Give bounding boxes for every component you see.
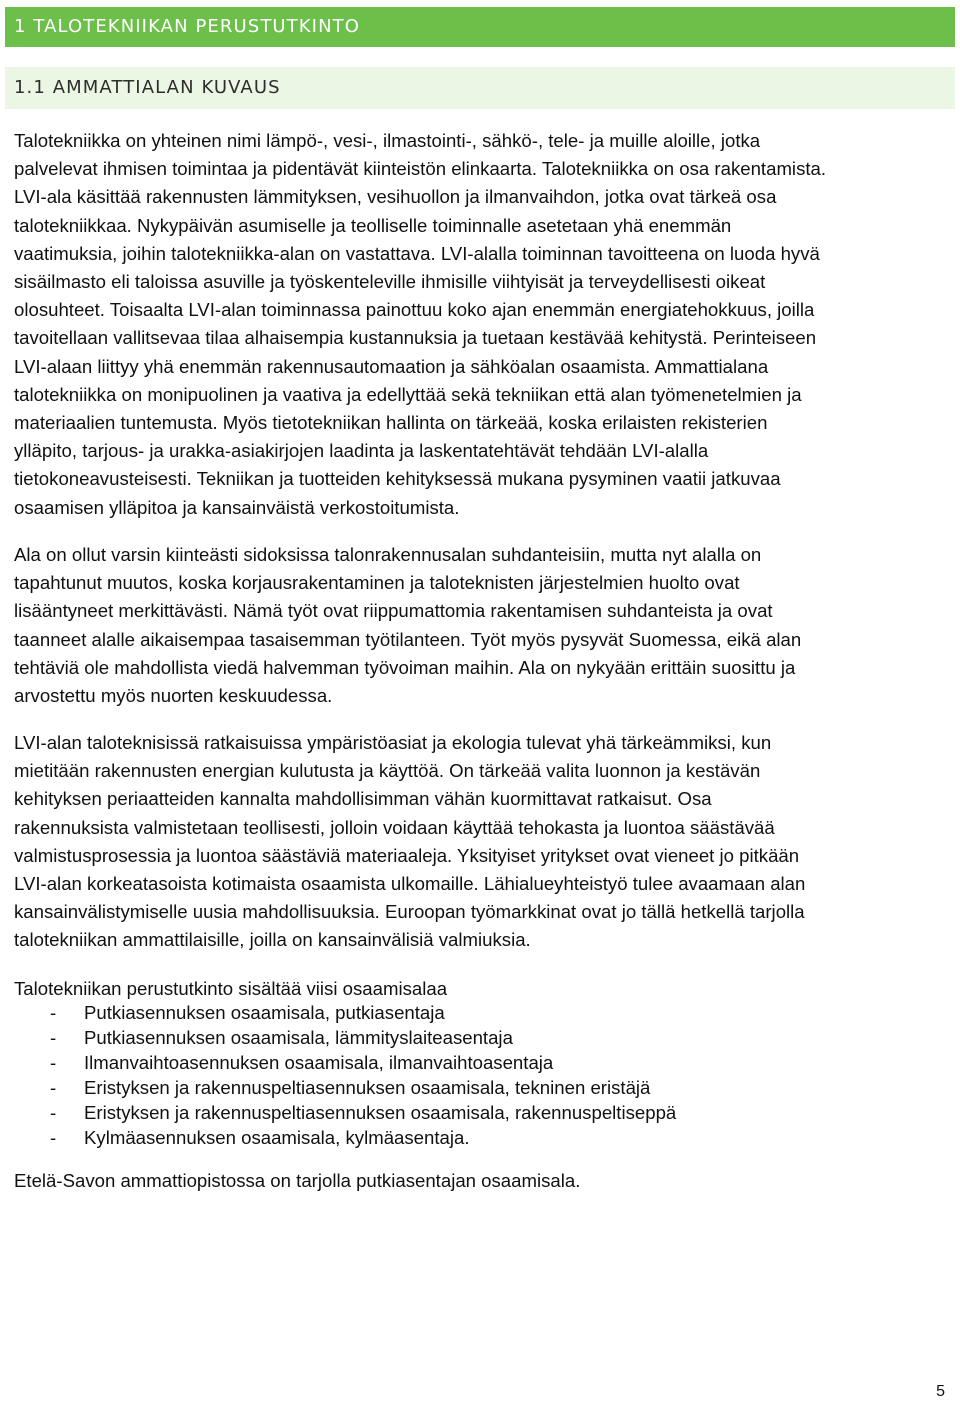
- list-dash: -: [50, 1027, 57, 1048]
- list-item: [50, 1050, 676, 1075]
- list-item: [50, 1100, 676, 1125]
- paragraph-line: materiaalien tuntemusta. Myös tietotekniikan hallinta on tärkeää, koska erilaisten rekisterien: [14, 412, 768, 434]
- list-item-label: Putkiasennuksen osaamisala, lämmityslaiteasentaja: [84, 1027, 513, 1048]
- list-item: [50, 1075, 676, 1100]
- paragraph-line: taanneet alalle aikaisempaa tasaisemman työtilanteen. Työt myös pysyvät Suomessa, eikä alan: [14, 628, 802, 650]
- paragraph-line: osaamisen ylläpitoa ja kansainväistä verkostoitumista.: [14, 496, 460, 518]
- list-intro: Talotekniikan perustutkinto sisältää viisi osaamisalaa: [14, 978, 448, 999]
- list-item-label: Eristyksen ja rakennuspeltiasennuksen osaamisala, tekninen eristäjä: [84, 1077, 651, 1098]
- paragraph-line: sisäilmasto eli taloissa asuville ja työskenteleville ihmisille viihtyisät ja terveydellisesti oikeat: [14, 271, 766, 293]
- list-dash: -: [50, 1102, 57, 1123]
- paragraph-line: Talotekniikka on yhteinen nimi lämpö-, vesi-, ilmastointi-, sähkö-, tele- ja muille aloille, jotka: [14, 130, 761, 151]
- paragraph-line: vaatimuksia, joihin talotekniikka-alan on vastattava. LVI-alalla toiminnan tavoitteena on luoda hyvä: [14, 242, 820, 264]
- list-item-label: Ilmanvaihtoasennuksen osaamisala, ilmanvaihtoasentaja: [84, 1052, 554, 1073]
- list-item-label: Putkiasennuksen osaamisala, putkiasentaja: [84, 1002, 445, 1023]
- paragraph-line: tietokoneavusteisesti. Tekniikan ja tuotteiden kehityksessä mukana pysyminen vaatii jatkuvaa: [14, 468, 781, 490]
- paragraph-line: talotekniikkaa. Nykypäivän asumiselle ja teolliselle toiminnalle asetetaan yhä enemmän: [14, 214, 732, 236]
- list-dash: -: [50, 1077, 57, 1098]
- paragraph-line: mietitään rakennusten energian kulutusta ja käyttöä. On tärkeää valita luonnon ja kestävän: [14, 760, 761, 782]
- paragraph-line: tapahtunut muutos, koska korjausrakentaminen ja taloteknisten järjestelmien huolto ovat: [14, 572, 740, 594]
- paragraph-line: ylläpito, tarjous- ja urakka-asiakirjojen laadinta ja laskentatehtävät tehdään LVI-alalla: [14, 440, 709, 462]
- page-number: 5: [936, 1383, 945, 1400]
- list-dash: -: [50, 1052, 57, 1073]
- paragraph-line: palvelevat ihmisen toimintaa ja pidentävät kiinteistön elinkaarta. Talotekniikka on osa rakentamista.: [14, 158, 827, 180]
- paragraph-line: rakennuksista valmistetaan teollisesti, jolloin voidaan käyttää tehokasta ja luontoa säästävää: [14, 816, 775, 838]
- list-item: [50, 1000, 676, 1025]
- paragraph-line: arvostettu myös nuorten keskuudessa.: [14, 685, 333, 707]
- list-dash: -: [50, 1002, 57, 1023]
- paragraph-employment: [14, 541, 950, 710]
- paragraph-line: kansainvälistymiselle uusia mahdollisuuksia. Euroopan työmarkkinat ovat jo tällä hetkellä tarjolla: [14, 901, 805, 923]
- paragraph-line: tehtäviä ole mahdollista viedä halvemman työvoiman maihin. Ala on nykyään erittäin suosittu ja: [14, 656, 796, 678]
- paragraph-line: tavoitellaan vallitsevaa tilaa alhaisempia kustannuksia ja tuetaan kestävää kehitystä. Perinteiseen: [14, 327, 817, 349]
- paragraph-line: talotekniikan ammattilaisille, joilla on kansainvälisiä valmiuksia.: [14, 929, 531, 951]
- list-item-label: Eristyksen ja rakennuspeltiasennuksen osaamisala, rakennuspeltiseppä: [84, 1102, 677, 1123]
- list-item: [50, 1125, 676, 1150]
- list-item-label: Kylmäasennuksen osaamisala, kylmäasentaja.: [84, 1127, 470, 1148]
- paragraph-line: valmistusprosessia ja luontoa säästäviä materiaaleja. Yksityiset yritykset ovat vieneet jo pitkään: [14, 844, 800, 866]
- chapter-heading: 1 TALOTEKNIIKAN PERUSTUTKINTO: [5, 7, 955, 47]
- paragraph-line: lisääntyneet merkittävästi. Nämä työt ovat riippumattomia rakentamisen suhdanteista ja ovat: [14, 600, 773, 622]
- paragraph-line: Ala on ollut varsin kiinteästi sidoksissa talonrakennusalan suhdanteisiin, mutta nyt alalla on: [14, 544, 762, 565]
- section-heading: 1.1 AMMATTIALAN KUVAUS: [5, 67, 955, 109]
- paragraph-line: LVI-alan taloteknisissä ratkaisuissa ympäristöasiat ja ekologia tulevat yhä tärkeämmiksi, kun: [14, 732, 772, 753]
- paragraph-line: LVI-ala käsittää rakennusten lämmityksen, vesihuollon ja ilmanvaihdon, jotka ovat tärkeä osa: [14, 186, 777, 208]
- paragraph-line: kehityksen periaatteiden kannalta mahdollisimman vähän kuormittavat ratkaisut. Osa: [14, 788, 712, 810]
- paragraph-line: LVI-alaan liittyy yhä enemmän rakennusautomaation ja sähköalan osaamista. Ammattialana: [14, 355, 769, 377]
- closing-paragraph: Etelä-Savon ammattiopistossa on tarjolla putkiasentajan osaamisala.: [14, 1170, 581, 1191]
- paragraph-line: talotekniikka on monipuolinen ja vaativa ja edellyttää sekä tekniikan että alan työmenetelmien ja: [14, 383, 802, 405]
- specialization-list: [50, 1000, 676, 1150]
- list-dash: -: [50, 1127, 57, 1148]
- paragraph-field-description: [14, 127, 950, 522]
- list-item: [50, 1025, 676, 1050]
- paragraph-line: olosuhteet. Toisaalta LVI-alan toiminnassa painottuu koko ajan enemmän energiatehokkuus, joilla: [14, 299, 815, 321]
- paragraph-environment: [14, 729, 950, 955]
- paragraph-line: LVI-alan korkeatasoista kotimaista osaamista ulkomaille. Lähialueyhteistyö tulee avaamaan alan: [14, 873, 806, 895]
